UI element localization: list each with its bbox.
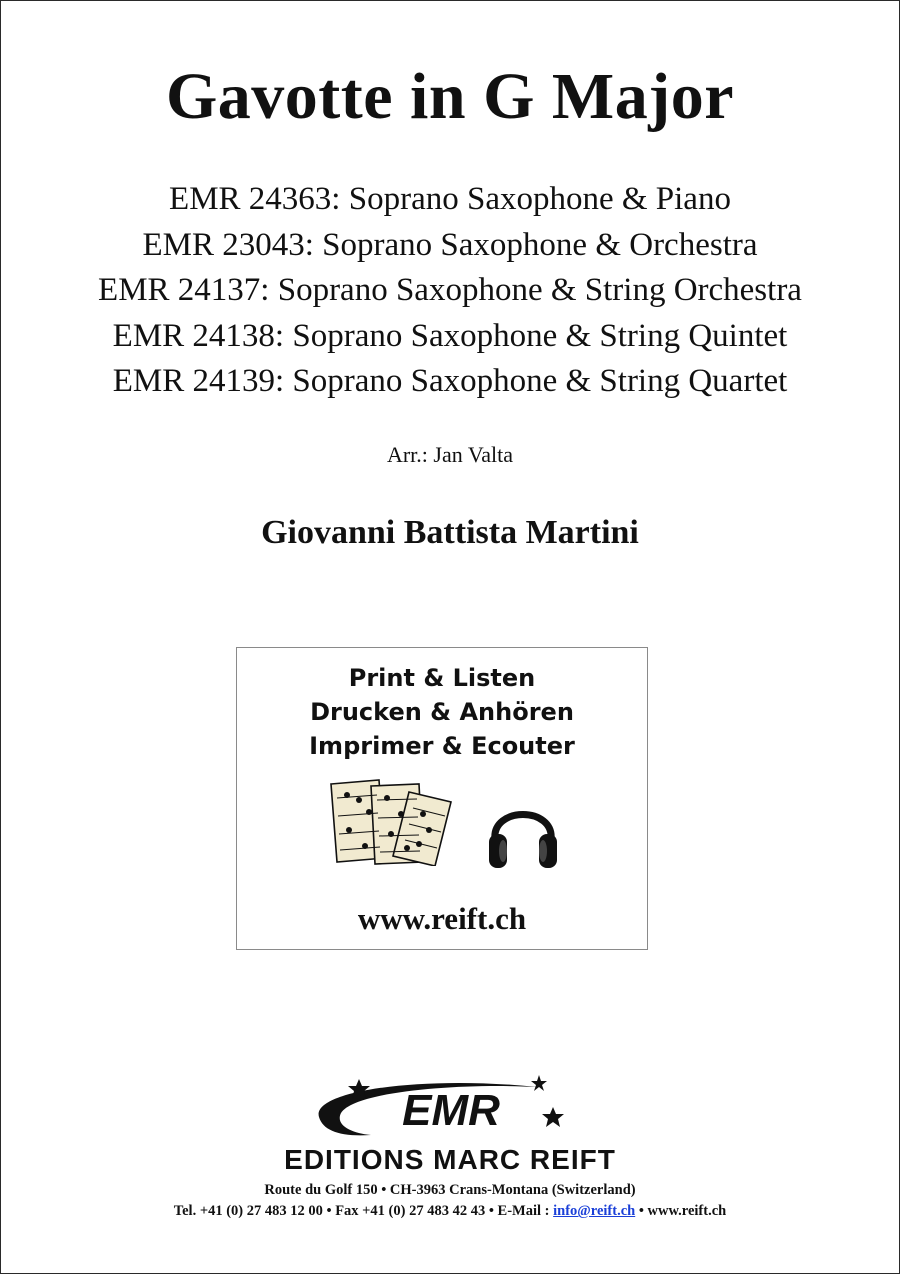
emr-logo xyxy=(301,1073,581,1153)
svg-text:EMR: EMR xyxy=(402,1086,500,1135)
promo-line-german: Drucken & Anhören xyxy=(310,698,574,726)
page-title: Gavotte in G Major xyxy=(165,60,735,133)
promo-line-english: Print & Listen xyxy=(348,664,536,692)
publisher-contact xyxy=(1,1201,899,1221)
edition-item: EMR 24138: Soprano Saxophone & String Quintet xyxy=(112,317,788,354)
arranger-credit: Arr.: Jan Valta xyxy=(386,442,514,467)
edition-item: EMR 24137: Soprano Saxophone & String Orchestra xyxy=(98,272,802,308)
promo-line-french: Imprimer & Ecouter xyxy=(309,732,575,760)
sheet-music-icon xyxy=(327,778,457,866)
composer-name: Giovanni Battista Martini xyxy=(261,514,639,551)
headphones-icon xyxy=(485,790,561,874)
edition-item: EMR 24363: Soprano Saxophone & Piano xyxy=(169,181,731,217)
publisher-address: Route du Golf 150 • CH-3963 Crans-Montana (Switzerland) xyxy=(264,1182,636,1198)
edition-list xyxy=(1,177,899,405)
contact-phone-fax: Tel. +41 (0) 27 483 12 00 • Fax +41 (0) 27 483 42 43 • E-Mail : xyxy=(173,1203,554,1219)
print-listen-box xyxy=(236,647,648,950)
email-link[interactable]: info@reift.ch xyxy=(553,1203,636,1219)
edition-item: EMR 24139: Soprano Saxophone & String Quartet xyxy=(112,363,788,399)
contact-website: • www.reift.ch xyxy=(635,1203,727,1219)
publisher-name: EDITIONS MARC REIFT xyxy=(284,1144,616,1175)
edition-item: EMR 23043: Soprano Saxophone & Orchestra xyxy=(142,226,758,263)
promo-website: www.reift.ch xyxy=(357,901,527,936)
